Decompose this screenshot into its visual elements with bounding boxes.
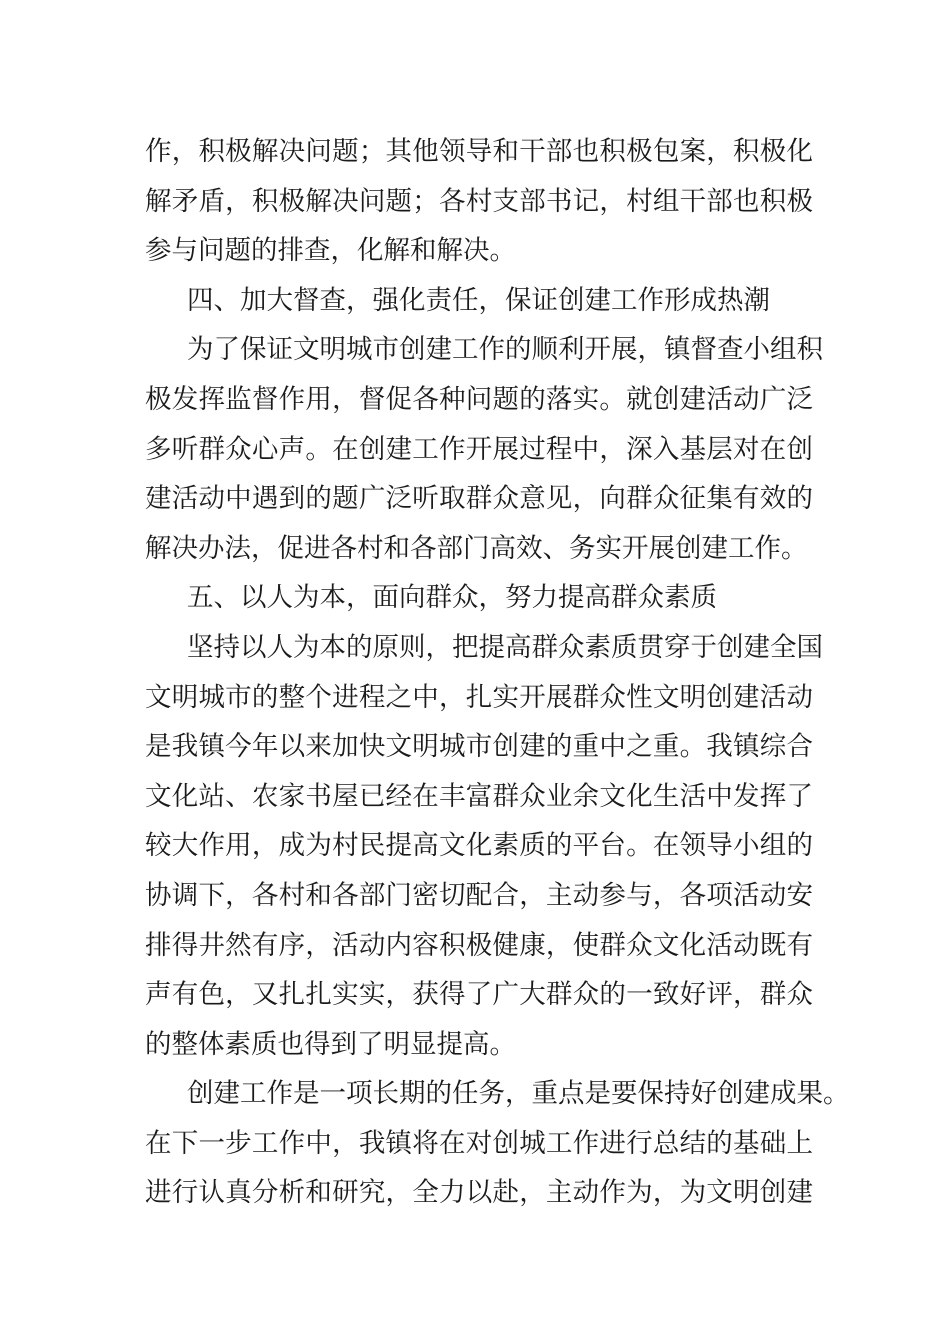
text-line: 排得井然有序，活动内容积极健康，使群众文化活动既有	[145, 929, 813, 961]
text-line: 为了保证文明城市创建工作的顺利开展，镇督查小组积	[187, 334, 823, 366]
text-line: 是我镇今年以来加快文明城市创建的重中之重。我镇综合	[145, 731, 813, 763]
text-line: 极发挥监督作用，督促各种问题的落实。就创建活动广泛	[145, 383, 813, 415]
text-line: 的整体素质也得到了明显提高。	[145, 1028, 516, 1060]
text-line: 建活动中遇到的题广泛听取群众意见，向群众征集有效的	[145, 483, 813, 515]
text-line: 坚持以人为本的原则，把提高群众素质贯穿于创建全国	[187, 631, 823, 663]
text-line: 解矛盾，积极解决问题；各村支部书记，村组干部也积极	[145, 185, 813, 217]
text-line: 声有色，又扎扎实实，获得了广大群众的一致好评，群众	[145, 979, 813, 1011]
text-line: 作，积极解决问题；其他领导和干部也积极包案，积极化	[145, 136, 813, 167]
text-line: 较大作用，成为村民提高文化素质的平台。在领导小组的	[145, 830, 813, 862]
text-line: 多听群众心声。在创建工作开展过程中，深入基层对在创	[145, 433, 813, 465]
text-line: 在下一步工作中，我镇将在对创城工作进行总结的基础上	[145, 1127, 813, 1159]
text-line: 创建工作是一项长期的任务，重点是要保持好创建成果。	[187, 1078, 850, 1110]
text-line: 参与问题的排查，化解和解决。	[145, 235, 516, 267]
section-heading: 五、以人为本，面向群众，努力提高群众素质	[187, 582, 717, 614]
document-body	[145, 127, 850, 1218]
section-heading: 四、加大督查，强化责任，保证创建工作形成热潮	[187, 284, 770, 316]
text-line: 进行认真分析和研究，全力以赴，主动作为，为文明创建	[145, 1177, 813, 1209]
text-line: 解决办法，促进各村和各部门高效、务实开展创建工作。	[145, 532, 808, 564]
text-line: 文化站、农家书屋已经在丰富群众业余文化生活中发挥了	[145, 780, 813, 812]
text-line: 协调下，各村和各部门密切配合，主动参与，各项活动安	[145, 879, 813, 911]
text-line: 文明城市的整个进程之中，扎实开展群众性文明创建活动	[145, 681, 813, 713]
